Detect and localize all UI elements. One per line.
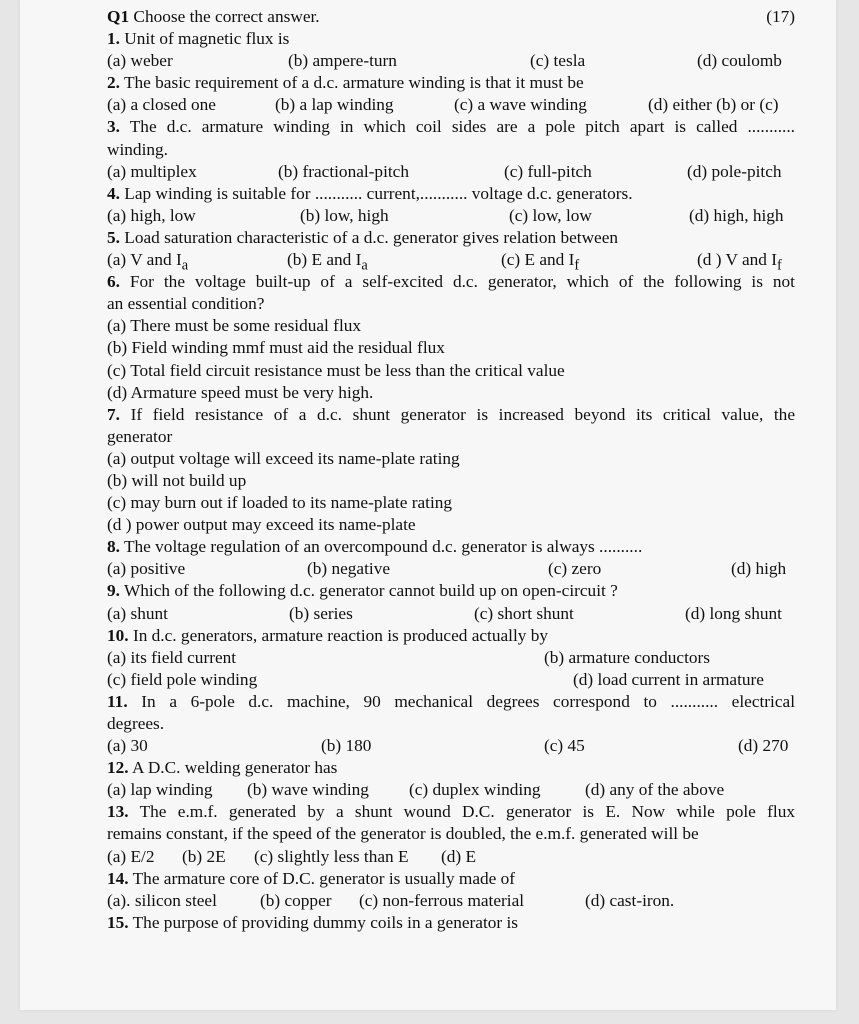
exam-sheet [20, 0, 836, 1010]
question-11-options [107, 735, 795, 757]
option: (d) either (b) or (c) [648, 95, 779, 115]
option: (c) non-ferrous material [359, 890, 525, 910]
question-4-options [107, 205, 795, 227]
option: (b) low, high [300, 205, 389, 225]
question-3-options [107, 161, 795, 183]
question-13-options [107, 846, 795, 868]
question-10: 10. In d.c. generators, armature reaction is produced actually by [107, 625, 548, 645]
question-4: 4. Lap winding is suitable for ........... current,........... voltage d.c. generators. [107, 183, 633, 203]
question-6-cont: an essential condition? [107, 294, 265, 314]
question-1: 1. Unit of magnetic flux is [107, 29, 290, 49]
question-11: 11. In a 6-pole d.c. machine, 90 mechanical degrees correspond to ........... electrical [107, 691, 795, 711]
question-10-options [107, 647, 795, 669]
option: (a). silicon steel [107, 890, 217, 910]
option: (d ) V and $I_f$ [697, 250, 782, 274]
option: (c) a wave winding [454, 95, 587, 115]
section-marks: (17) [766, 7, 795, 26]
question-3: 3. The d.c. armature winding in which coil sides are a pole pitch apart is called ........... [107, 117, 795, 137]
option: (a) 30 [107, 736, 148, 756]
option: (b) 180 [321, 736, 372, 756]
question-list [107, 6, 795, 934]
option: (a) multiplex [107, 161, 197, 181]
question-3-cont: winding. [107, 139, 168, 159]
question-9-options [107, 603, 795, 625]
question-2: 2. The basic requirement of a d.c. armature winding is that it must be [107, 73, 584, 93]
question-12-options [107, 779, 795, 801]
option: (a) weber [107, 51, 173, 71]
option: (b) will not build up [107, 470, 247, 490]
option: (d ) power output may exceed its name-plate [107, 515, 416, 535]
section-instruction: Choose the correct answer. [133, 7, 320, 26]
question-12: 12. A D.C. welding generator has [107, 758, 338, 778]
option: (d) coulomb [697, 51, 782, 71]
option: (a) a closed one [107, 95, 216, 115]
option: (b) negative [307, 559, 391, 579]
option: (b) Field winding mmf must aid the residual flux [107, 338, 445, 358]
section-header [107, 6, 795, 28]
question-13-cont: remains constant, if the speed of the generator is doubled, the e.m.f. generated will be [107, 824, 699, 844]
question-2-options [107, 94, 795, 116]
question-1-options [107, 50, 795, 72]
option: (c) may burn out if loaded to its name-plate rating [107, 493, 453, 513]
option: (d) Armature speed must be very high. [107, 382, 374, 402]
question-8: 8. The voltage regulation of an overcompound d.c. generator is always .......... [107, 537, 643, 557]
option: (c) low, low [509, 205, 592, 225]
option: (a) high, low [107, 205, 196, 225]
option: (b) E and $I_a$ [287, 250, 368, 274]
option: (d) high, high [689, 205, 784, 225]
option: (c) tesla [530, 51, 586, 71]
option: (d) any of the above [585, 780, 725, 800]
question-11-cont: degrees. [107, 714, 165, 733]
question-5-options [107, 249, 795, 274]
question-9: 9. Which of the following d.c. generator cannot build up on open-circuit ? [107, 581, 618, 601]
option: (c) 45 [544, 736, 585, 756]
option: (b) 2E [182, 846, 226, 866]
option: (d) high [731, 559, 787, 579]
question-15: 15. The purpose of providing dummy coils in a generator is [107, 912, 519, 932]
option: (b) a lap winding [275, 95, 394, 115]
option: (d) E [441, 846, 477, 866]
option: (a) output voltage will exceed its name-plate rating [107, 448, 460, 468]
question-8-options [107, 558, 795, 580]
option: (a) shunt [107, 603, 168, 623]
option: (d) long shunt [685, 603, 782, 623]
question-14-options [107, 890, 795, 912]
option: (b) fractional-pitch [278, 161, 409, 181]
question-13: 13. The e.m.f. generated by a shunt wound D.C. generator is E. Now while pole flux [107, 802, 795, 822]
option: (c) zero [548, 559, 602, 579]
question-14: 14. The armature core of D.C. generator is usually made of [107, 868, 516, 888]
question-10-options-2 [107, 669, 795, 691]
section-label: Q1 [107, 7, 130, 26]
option: (a) There must be some residual flux [107, 316, 362, 336]
option: (b) series [289, 603, 353, 623]
option: (d) pole-pitch [687, 161, 782, 181]
option: (b) ampere-turn [288, 51, 397, 71]
option: (c) E and $I_f$ [501, 250, 580, 274]
option: (c) Total field circuit resistance must be less than the critical value [107, 360, 565, 380]
question-7: 7. If field resistance of a d.c. shunt generator is increased beyond its critical value, the [107, 404, 795, 424]
option: (c) slightly less than E [254, 846, 409, 866]
option: (b) copper [260, 890, 332, 910]
option: (b) wave winding [247, 780, 369, 800]
question-6: 6. For the voltage built-up of a self-excited d.c. generator, which of the following is not [107, 272, 795, 292]
option: (b) armature conductors [544, 647, 711, 667]
question-7-cont: generator [107, 426, 173, 446]
option: (c) field pole winding [107, 669, 258, 689]
question-5: 5. Load saturation characteristic of a d.c. generator gives relation between [107, 227, 619, 247]
option: (d) load current in armature [573, 669, 764, 689]
option: (c) short shunt [474, 603, 574, 623]
option: (a) positive [107, 559, 186, 579]
option: (a) V and $I_a$ [107, 250, 189, 274]
option: (c) full-pitch [504, 161, 592, 181]
option: (c) duplex winding [409, 780, 541, 800]
option: (a) lap winding [107, 780, 213, 800]
option: (a) E/2 [107, 846, 155, 866]
option: (a) its field current [107, 647, 237, 667]
option: (d) cast-iron. [585, 890, 675, 910]
option: (d) 270 [738, 736, 789, 756]
